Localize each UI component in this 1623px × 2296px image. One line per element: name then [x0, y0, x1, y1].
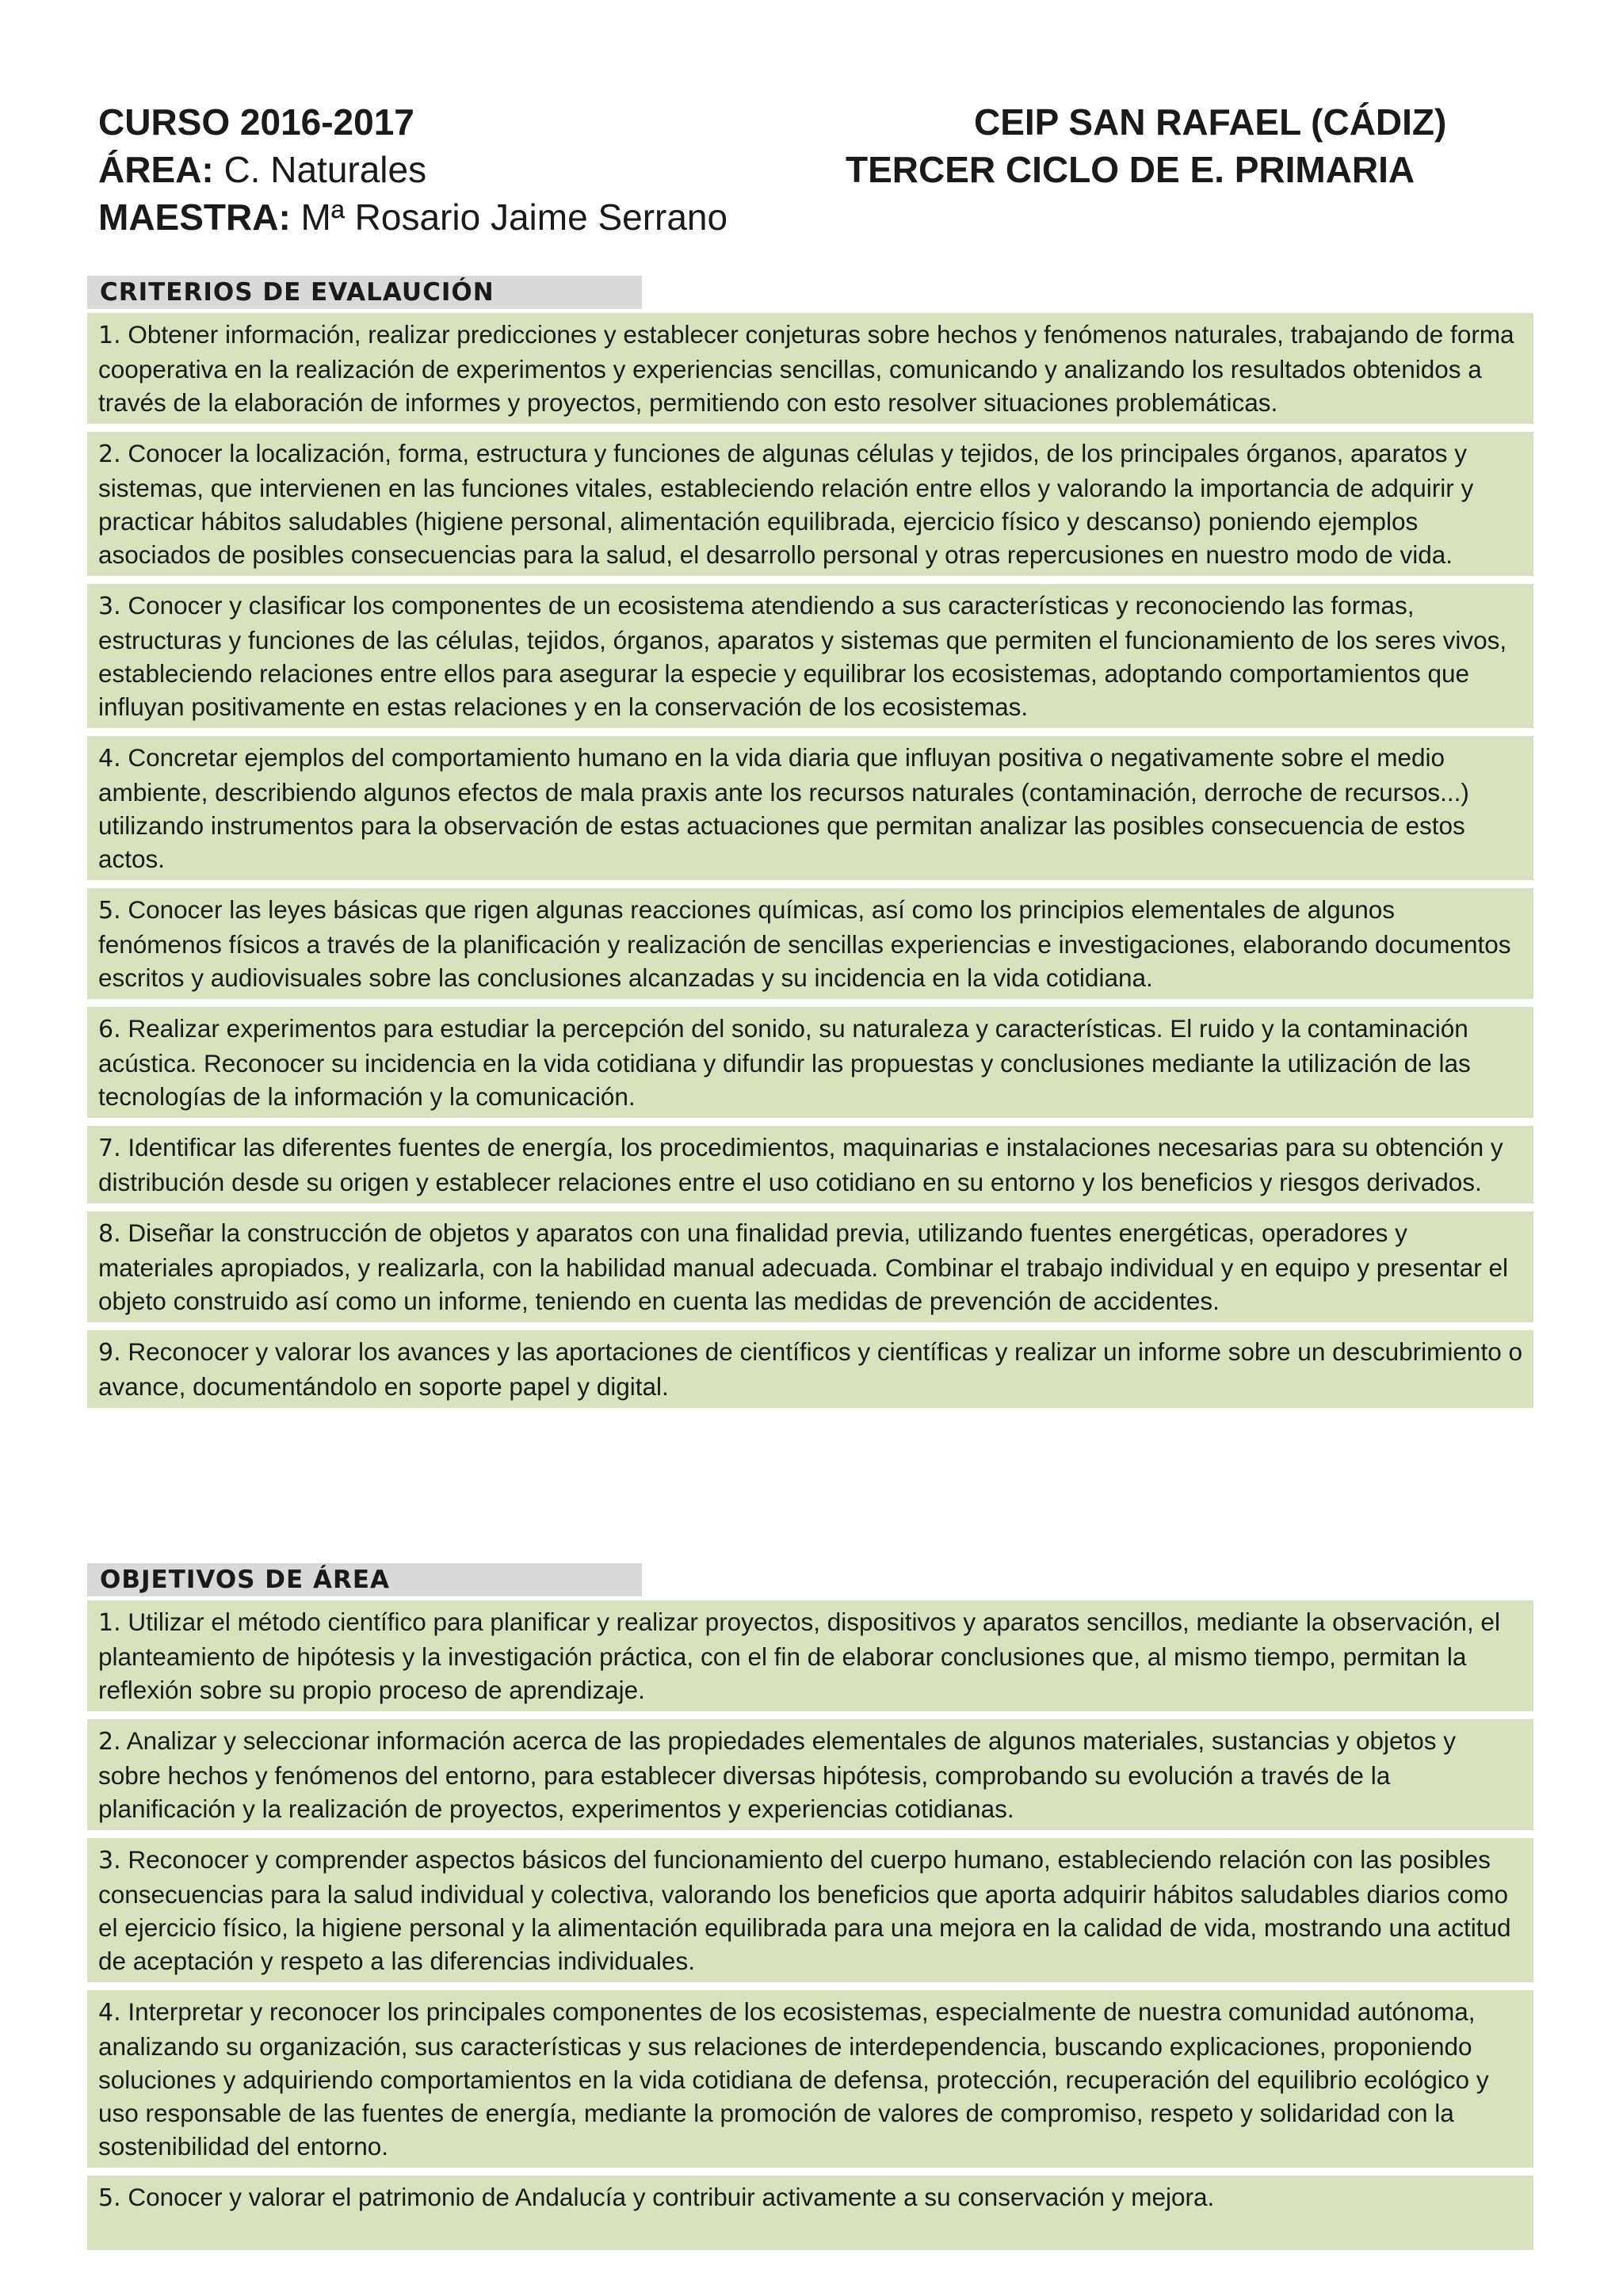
criterion-2: [87, 432, 1533, 576]
area-value: C. Naturales: [213, 149, 427, 190]
objective-text: Utilizar el método científico para planificar y realizar proyectos, dispositivos y aparatos sencillos, mediante la observación, el planteamiento de hipótesis y la investigación práctica, con el fin de elaborar conclusiones que, al mismo tiempo, permitan la reflexión sobre su propio proceso de aprendizaje.: [98, 1608, 1500, 1704]
criterion-5: [87, 888, 1533, 999]
criterion-text: Realizar experimentos para estudiar la percepción del sonido, su naturaleza y características. El ruido y la contaminación acústica. Reconocer su incidencia en la vida cotidiana y difundir las propuestas y conclusiones mediante la utilización de las tecnologías de la información y la comunicación.: [98, 1014, 1471, 1111]
objective-number: 2.: [98, 1728, 121, 1756]
criterion-number: 5.: [98, 897, 121, 925]
objective-number: 1.: [98, 1609, 121, 1637]
criterion-7: [87, 1126, 1533, 1203]
criterion-number: 3.: [98, 593, 121, 620]
objective-text: Interpretar y reconocer los principales componentes de los ecosistemas, especialmente de nuestra comunidad autónoma, analizando su organización, sus características y sus relaciones de interdependencia, buscando explicaciones, proponiendo soluciones y adquiriendo comportamientos en la vida cotidiana de defensa, protección, recuperación del equilibrio ecológico y uso responsable de las fuentes de energía, mediante la promoción de valores de compromiso, respeto y solidaridad con la sostenibilidad del entorno.: [98, 1997, 1489, 2161]
criterion-text: Concretar ejemplos del comportamiento humano en la vida diaria que influyan positiva o negativamente sobre el medio ambiente, describiendo algunos efectos de mala praxis ante los recursos naturales (contaminación, derroche de recursos...) utilizando instrumentos para la observación de estas actuaciones que permitan analizar las posibles consecuencia de estos actos.: [98, 743, 1469, 873]
criteria-section: [87, 276, 1533, 1416]
objective-3: [87, 1838, 1533, 1982]
criterion-number: 8.: [98, 1220, 121, 1248]
criterion-3: [87, 584, 1533, 728]
criterion-number: 7.: [98, 1135, 121, 1162]
criterion-1: [87, 313, 1533, 424]
teacher-line: [98, 193, 727, 241]
criterion-number: 1.: [98, 322, 121, 349]
criterion-number: 2.: [98, 441, 121, 468]
criterion-text: Identificar las diferentes fuentes de energía, los procedimientos, maquinarias e instalaciones necesarias para su obtención y distribución desde su origen y establecer relaciones entre el uso cotidiano en su entorno y los beneficios y riesgos derivados.: [98, 1133, 1503, 1196]
cycle-name: TERCER CICLO DE E. PRIMARIA: [846, 149, 1415, 190]
objective-number: 3.: [98, 1847, 121, 1875]
objectives-section: [87, 1563, 1533, 2258]
criterion-4: [87, 736, 1533, 880]
objective-1: [87, 1600, 1533, 1711]
criterion-text: Conocer las leyes básicas que rigen algunas reacciones químicas, así como los principios elementales de algunos fenómenos físicos a través de la planificación y realización de sencillas experiencias e investigaciones, elaborando documentos escritos y audiovisuales sobre las conclusiones alcanzadas y su incidencia en la vida cotidiana.: [98, 895, 1511, 992]
objective-number: 5.: [98, 2184, 121, 2212]
criterion-9: [87, 1330, 1533, 1408]
objective-2: [87, 1719, 1533, 1830]
course-label: CURSO 2016-2017: [98, 101, 414, 143]
criterion-text: Diseñar la construcción de objetos y aparatos con una finalidad previa, utilizando fuentes energéticas, operadores y materiales apropiados, y realizarla, con la habilidad manual adecuada. Combinar el trabajo individual y en equipo y presentar el objeto construido así como un informe, teniendo en cuenta las medidas de prevención de accidentes.: [98, 1219, 1509, 1315]
objective-number: 4.: [98, 1999, 121, 2027]
teacher-value: Mª Rosario Jaime Serrano: [290, 196, 728, 238]
criterion-text: Conocer la localización, forma, estructura y funciones de algunas células y tejidos, de los principales órganos, aparatos y sistemas, que intervienen en las funciones vitales, estableciendo relación entre ellos y valorando la importancia de adquirir y practicar hábitos saludables (higiene personal, alimentación equilibrada, ejercicio físico y descanso) poniendo ejemplos asociados de posibles consecuencias para la salud, el desarrollo personal y otras repercusiones en nuestro modo de vida.: [98, 439, 1474, 569]
course-line: [98, 98, 414, 146]
area-line: [98, 146, 426, 193]
teacher-label: MAESTRA:: [98, 196, 291, 238]
criteria-title: CRITERIOS DE EVALAUCIÓN: [87, 276, 642, 309]
criterion-number: 4.: [98, 745, 121, 772]
area-label: ÁREA:: [98, 149, 214, 190]
criterion-text: Conocer y clasificar los componentes de un ecosistema atendiendo a sus características y reconociendo las formas, estructuras y funciones de las células, tejidos, órganos, aparatos y sistemas que permiten el funcionamiento de los seres vivos, estableciendo relaciones entre ellos para asegurar la especie y equilibrar los ecosistemas, adoptando comportamientos que influyan positivamente en estas relaciones y en la conservación de los ecosistemas.: [98, 591, 1507, 721]
objective-4: [87, 1990, 1533, 2168]
objective-text: Conocer y valorar el patrimonio de Andalucía y contribuir activamente a su conservación y mejora.: [120, 2183, 1215, 2211]
objectives-title: OBJETIVOS DE ÁREA: [87, 1563, 642, 1596]
criterion-number: 9.: [98, 1339, 121, 1367]
criterion-number: 6.: [98, 1016, 121, 1043]
school-name: CEIP SAN RAFAEL (CÁDIZ): [974, 101, 1447, 143]
criterion-8: [87, 1211, 1533, 1322]
objective-text: Reconocer y comprender aspectos básicos del funcionamiento del cuerpo humano, estableciendo relación con las posibles consecuencias para la salud individual y colectiva, valorando los beneficios que aporta adquirir hábitos saludables diarios como el ejercicio físico, la higiene personal y la alimentación equilibrada para una mejora en la calidad de vida, mostrando una actitud de aceptación y respeto a las diferencias individuales.: [98, 1845, 1511, 1975]
criterion-text: Reconocer y valorar los avances y las aportaciones de científicos y científicas y realizar un informe sobre un descubrimiento o avance, documentándolo en soporte papel y digital.: [98, 1337, 1522, 1401]
criterion-text: Obtener información, realizar predicciones y establecer conjeturas sobre hechos y fenómenos naturales, trabajando de forma cooperativa en la realización de experimentos y experiencias sencillas, comunicando y analizando los resultados obtenidos a través de la elaboración de informes y proyectos, permitiendo con esto resolver situaciones problemáticas.: [98, 320, 1514, 417]
objective-5: [87, 2176, 1533, 2250]
document-header: [98, 98, 1493, 238]
objective-text: Analizar y seleccionar información acerca de las propiedades elementales de algunos materiales, sustancias y objetos y sobre hechos y fenómenos del entorno, para establecer diversas hipótesis, comprobando su evolución a través de la planificación y la realización de proyectos, experimentos y experiencias cotidianas.: [98, 1726, 1457, 1823]
criterion-6: [87, 1007, 1533, 1118]
